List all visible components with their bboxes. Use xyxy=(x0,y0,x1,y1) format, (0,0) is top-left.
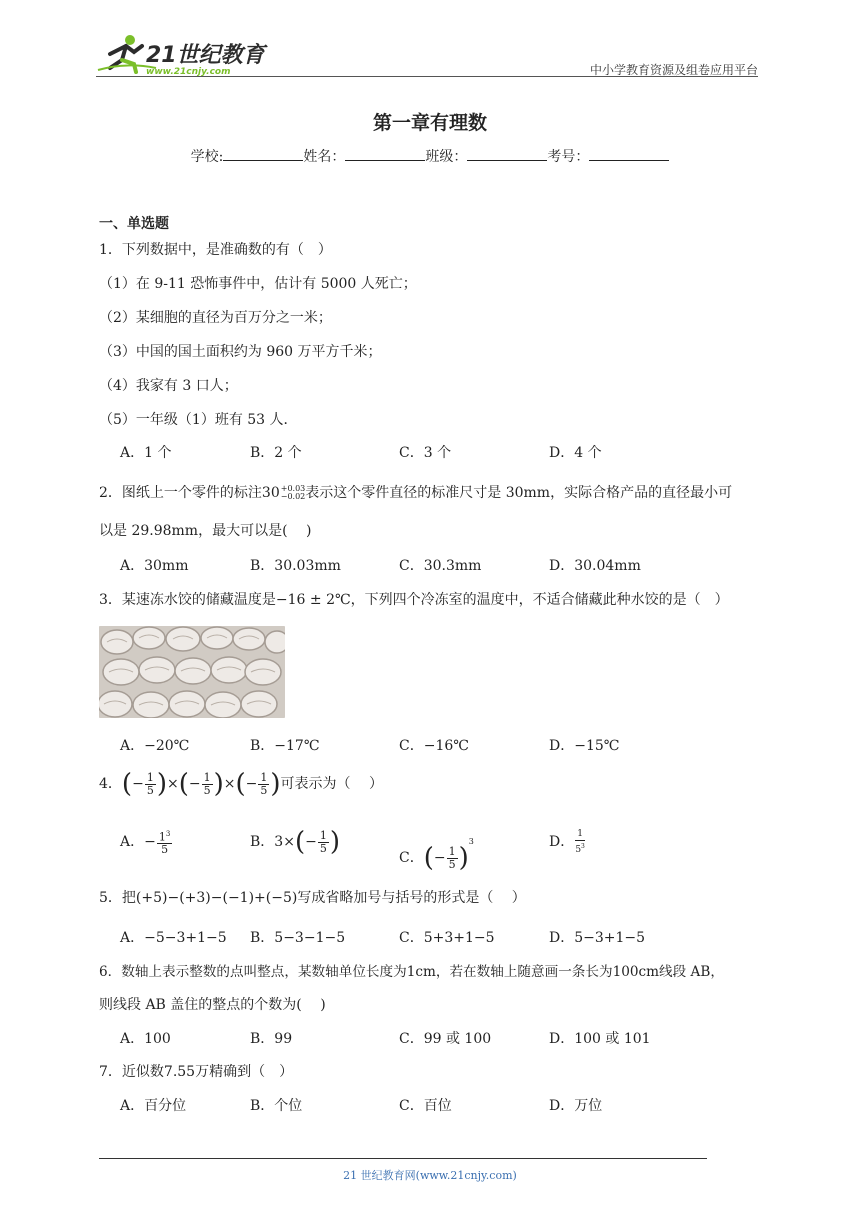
q1-option-c: C．3 个 xyxy=(399,445,452,461)
paren-left: ( xyxy=(178,769,189,799)
paren-right: ) xyxy=(213,769,224,799)
fraction-denominator: 5 xyxy=(319,841,327,855)
q5-option-d: D．5−3+1−5 xyxy=(549,930,646,946)
fraction-numerator: 1 xyxy=(577,829,583,839)
numerator-base: 1 xyxy=(158,830,166,844)
q7-option-b: B．个位 xyxy=(250,1098,303,1114)
minus-sign: − xyxy=(144,834,156,850)
platform-label: 中小学教育资源及组卷应用平台 xyxy=(589,63,758,77)
q1-item-4: （4）我家有 3 口人； xyxy=(99,378,238,394)
page-title: 第一章有理数 xyxy=(372,112,487,134)
q7-option-d: D．万位 xyxy=(549,1098,603,1114)
q2-option-b: B．30.03mm xyxy=(250,558,341,574)
paren-right: ) xyxy=(458,843,469,873)
q1-option-b: B．2 个 xyxy=(250,445,302,461)
exponent: 3 xyxy=(581,843,585,850)
fraction-denominator: 5 xyxy=(203,783,211,797)
q2-stem-b: 表示这个零件直径的标准尺寸是 30mm，实际合格产品的直径最小可 xyxy=(305,485,733,501)
fraction-numerator: 1 xyxy=(319,828,327,842)
fraction-numerator: 1 xyxy=(203,770,211,784)
exponent: 3 xyxy=(165,829,171,838)
q2-tolerance-base: 30 xyxy=(261,485,280,501)
q1-stem: 1．下列数据中，是准确数的有（ ） xyxy=(99,242,332,258)
fraction-denominator xyxy=(575,841,585,856)
q7-option-c: C．百位 xyxy=(399,1098,452,1114)
q4-option-a xyxy=(120,822,173,862)
q3-option-a: A．−20℃ xyxy=(120,738,190,754)
fraction-one-fifth xyxy=(145,772,156,797)
q4-option-d xyxy=(549,822,586,862)
q2-tolerance-lower: −0.02 xyxy=(280,492,306,501)
paren-left: ( xyxy=(235,769,246,799)
q2-option-c: C．30.3mm xyxy=(399,558,482,574)
minus-sign: − xyxy=(245,776,258,792)
minus-sign: − xyxy=(433,850,446,866)
exam-no-blank xyxy=(589,149,669,161)
name-blank xyxy=(345,149,425,161)
q2-tolerance xyxy=(262,485,305,501)
fraction-numerator: 1 xyxy=(260,770,268,784)
paren-left: ( xyxy=(121,769,133,799)
fraction-one-fifth xyxy=(202,772,213,797)
q1-option-d: D．4 个 xyxy=(549,445,602,461)
fraction-numerator: 1 xyxy=(448,844,456,858)
q1-option-a: A．1 个 xyxy=(120,445,172,461)
q2-stem-a: 2．图纸上一个零件的标注 xyxy=(99,485,262,501)
fraction-denominator: 5 xyxy=(146,783,154,797)
school-label: 学校: xyxy=(190,149,224,165)
section-heading: 一、单选题 xyxy=(99,216,169,232)
exponent: 3 xyxy=(468,837,474,846)
class-label: 班级： xyxy=(425,149,468,165)
paren-right: ) xyxy=(270,769,281,799)
name-label: 姓名： xyxy=(303,149,346,165)
q3-option-c: C．−16℃ xyxy=(399,738,469,754)
q4-option-c xyxy=(399,822,474,878)
q2-option-a: A．30mm xyxy=(120,558,189,574)
fraction-one-fifth xyxy=(318,830,329,855)
minus-sign: − xyxy=(132,776,144,792)
fraction-one-fifth xyxy=(447,846,458,871)
times-sign: × xyxy=(283,834,295,850)
paren-right: ) xyxy=(329,827,340,857)
fraction-denominator: 5 xyxy=(161,843,169,857)
fraction-one-fifth xyxy=(258,772,269,797)
q7-option-a: A．百分位 xyxy=(120,1098,187,1114)
exam-no-label: 考号： xyxy=(547,149,590,165)
fraction xyxy=(157,828,172,857)
q6-option-b: B．99 xyxy=(250,1031,293,1047)
q7-stem: 7．近似数7.55万精确到（ ） xyxy=(99,1064,294,1080)
minus-sign: − xyxy=(305,834,317,850)
q1-item-2: （2）某细胞的直径为百万分之一米； xyxy=(99,310,332,326)
paren-right: ) xyxy=(156,769,167,799)
dumplings-photo xyxy=(99,626,285,718)
times-sign: × xyxy=(223,776,236,792)
fraction-numerator xyxy=(157,828,172,845)
q1-item-3: （3）中国的国土面积约为 960 万平方千米； xyxy=(99,344,382,360)
minus-sign: − xyxy=(188,776,201,792)
footer-divider xyxy=(99,1158,707,1159)
q6-stem-line2: 则线段 AB 盖住的整点的个数为( ) xyxy=(99,997,326,1013)
footer-link[interactable]: 21 世纪教育网(www.21cnjy.com) xyxy=(343,1169,517,1182)
q6-stem-line1: 6．数轴上表示整数的点叫整点，某数轴单位长度为1cm，若在数轴上随意画一条长为100cm线段 AB， xyxy=(99,964,724,980)
q4-number: 4． xyxy=(99,776,122,792)
site-logo xyxy=(96,32,276,76)
header-divider xyxy=(96,76,758,77)
factor-three: 3 xyxy=(274,834,284,850)
option-label: A． xyxy=(120,834,145,850)
q4-option-b xyxy=(250,822,340,862)
fraction-numerator: 1 xyxy=(146,770,154,784)
q5-stem: 5．把(+5)−(+3)−(−1)+(−5)写成省略加号与括号的形式是（ ） xyxy=(99,890,526,906)
svg-text:www.21cnjy.com: www.21cnjy.com xyxy=(146,67,231,76)
denominator-base: 5 xyxy=(575,845,582,855)
q2-stem-line2: 以是 29.98mm，最大可以是( ) xyxy=(99,523,312,539)
q5-option-a: A．−5−3+1−5 xyxy=(120,930,227,946)
fraction-denominator: 5 xyxy=(448,857,456,871)
student-info-line xyxy=(0,146,860,166)
q2-tolerance-upper: +0.03 xyxy=(280,484,306,493)
q6-option-a: A．100 xyxy=(120,1031,171,1047)
paren-left: ( xyxy=(423,843,434,873)
q6-option-c: C．99 或 100 xyxy=(399,1031,492,1047)
q1-item-5: （5）一年级（1）班有 53 人． xyxy=(99,412,298,428)
q1-item-1: （1）在 9-11 恐怖事件中，估计有 5000 人死亡； xyxy=(99,276,417,292)
option-label: C． xyxy=(399,850,424,866)
q5-option-c: C．5+3+1−5 xyxy=(399,930,495,946)
option-label: D． xyxy=(549,834,575,850)
paren-left: ( xyxy=(294,827,306,857)
q3-option-b: B．−17℃ xyxy=(250,738,320,754)
fraction xyxy=(575,828,585,856)
fraction-denominator: 5 xyxy=(260,783,268,797)
option-label: B． xyxy=(250,834,275,850)
q5-option-b: B．5−3−1−5 xyxy=(250,930,346,946)
q3-stem: 3．某速冻水饺的储藏温度是−16 ± 2℃，下列四个冷冻室的温度中，不适合储藏此种水饺的是（ ） xyxy=(99,592,729,608)
page-header xyxy=(96,30,758,78)
times-sign: × xyxy=(166,776,179,792)
q3-option-d: D．−15℃ xyxy=(549,738,620,754)
q2-option-d: D．30.04mm xyxy=(549,558,641,574)
svg-text:21世纪教育: 21世纪教育 xyxy=(146,43,265,68)
q4-stem xyxy=(99,767,383,801)
q2-stem-line1 xyxy=(99,484,732,502)
q4-stem-tail: 可表示为（ ） xyxy=(280,776,383,792)
class-blank xyxy=(467,149,547,161)
q6-option-d: D．100 或 101 xyxy=(549,1031,651,1047)
school-blank xyxy=(223,149,303,161)
